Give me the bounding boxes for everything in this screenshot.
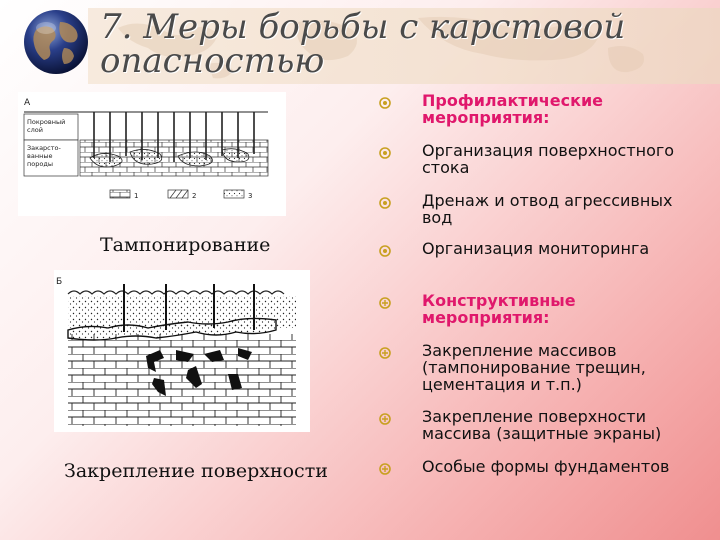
structural-item-2: Закрепление поверхности массива (защитные экраны) — [422, 407, 662, 443]
page-title-line-1: 7. Меры борьбы с карстовой — [100, 7, 626, 47]
karst-rock-label: Закарсто-ванные породы — [27, 144, 61, 168]
cover-layer-label: Покровный слой — [27, 118, 66, 134]
structural-heading: Конструктивные мероприятия: — [422, 291, 576, 327]
legend-label-1: 1 — [134, 192, 139, 200]
preventive-heading: Профилактические мероприятия: — [422, 91, 604, 127]
tamponing-diagram — [18, 92, 286, 216]
legend-swatch-1 — [110, 190, 130, 198]
globe-icon — [22, 8, 90, 76]
bullet-icon — [378, 196, 392, 210]
tamponing-diagram-drawing — [18, 92, 286, 216]
bullet-icon — [378, 296, 392, 310]
legend-label-2: 2 — [192, 192, 197, 200]
surface-reinforcement-diagram — [54, 270, 310, 432]
bullet-icon — [378, 146, 392, 160]
structural-item-1: Закрепление массивов (тампонирование трещин, цементация и т.п.) — [422, 341, 646, 394]
legend-label-3: 3 — [248, 192, 253, 200]
bullet-icon — [378, 346, 392, 360]
caption-surface-reinforcement: Закрепление поверхности — [64, 460, 328, 482]
preventive-item-1: Организация поверхностного стока — [422, 141, 675, 177]
panel-letter-b: Б — [56, 277, 63, 287]
page-title — [100, 7, 626, 81]
caption-tamponing: Тампонирование — [100, 234, 271, 256]
bullet-icon — [378, 412, 392, 426]
panel-letter-a: А — [24, 98, 31, 108]
surface-reinforcement-drawing — [54, 270, 310, 432]
preventive-item-3: Организация мониторинга — [422, 239, 650, 258]
page-title-line-2: опасностью — [100, 41, 325, 81]
structural-item-3: Особые формы фундаментов — [422, 457, 670, 476]
bullet-icon — [378, 96, 392, 110]
preventive-item-2: Дренаж и отвод агрессивных вод — [422, 191, 673, 227]
bullet-icon — [378, 244, 392, 258]
legend-swatch-3 — [224, 190, 244, 198]
bullet-icon — [378, 462, 392, 476]
